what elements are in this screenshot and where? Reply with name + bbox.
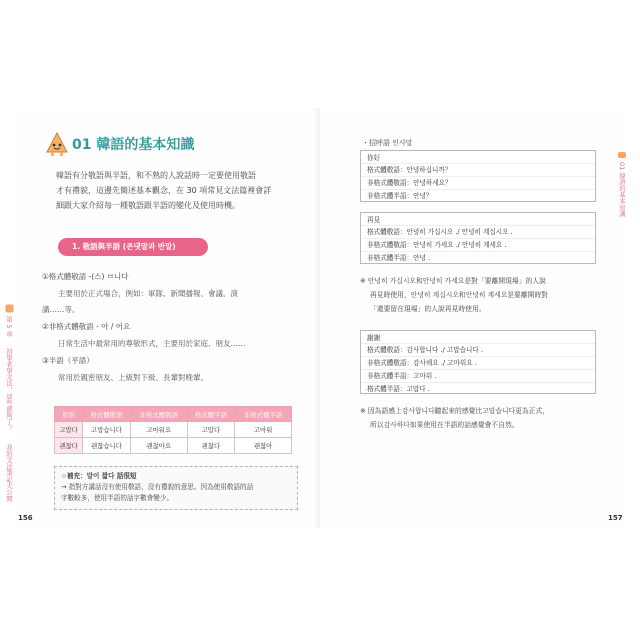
table-header-row	[55, 407, 292, 422]
table-row	[55, 422, 292, 438]
intro-line: 細跟大家介紹每一種敬語跟半語的變化及使用時機。	[56, 201, 240, 210]
table-header: 格式體敬語	[83, 407, 131, 422]
supplement-note-box	[54, 466, 298, 510]
note-line: ※ 因為語感上감사합니다聽起來的感覺比고맙습니다更為正式，	[360, 407, 550, 415]
table-cell: 괜찮다	[55, 438, 83, 454]
example-line: 非格式體敬語：안녕하세요？	[361, 176, 595, 189]
note-line: ※ 안녕히 가십시오和안녕히 가세요是對「要離開現場」的人說	[360, 277, 546, 285]
note-line: 再見時使用，안녕히 계십시오和안녕히 계세요是要離開時對	[370, 291, 549, 299]
page-number: 156	[18, 514, 33, 522]
table-cell: 고마워	[235, 422, 292, 438]
table-cell: 괜찮습니다	[83, 438, 131, 454]
chapter-subtitle: 初學者學文法，這些就夠了！	[5, 348, 13, 432]
greeting-label: ・招呼語 인사말	[362, 139, 413, 147]
table-cell: 괜찮아요	[130, 438, 187, 454]
table-cell: 고맙습니다	[83, 422, 131, 438]
section-pill: 1. 敬語與半語 (존댓말과 반말)	[58, 238, 208, 256]
conjugation-table	[54, 406, 292, 454]
item-informal-polite: ②非格式體敬語 - 아 / 어요	[42, 322, 131, 331]
example-line: 非格式體半語：안녕 .	[361, 251, 595, 264]
chapter-number: 第 5 章	[5, 316, 13, 337]
table-cell: 괜찮아	[235, 438, 292, 454]
example-box-header: 你好	[367, 154, 381, 162]
chapter-badge-icon	[5, 304, 14, 313]
table-cell: 고맙다	[187, 422, 235, 438]
example-box-header: 謝謝	[367, 334, 381, 342]
supplement-note-line: → 指對方講話沒有使用敬語，沒有禮貌的意思。因為使用敬語的話	[61, 483, 254, 491]
chapter-heading	[46, 132, 266, 156]
item-formal-polite: ①格式體敬語 -(스) ㅂ니다	[42, 272, 129, 281]
example-box-hello	[360, 150, 596, 202]
item-description: 日常生活中最常用的尊敬形式，主要用於家庭、朋友……	[58, 339, 246, 348]
item-description: 常用於親密朋友、上級對下級、長輩對晚輩。	[58, 373, 208, 382]
example-line: 非格式體敬語：안녕히 가세요 ./ 안녕히 계세요 .	[361, 238, 595, 251]
example-line: 非格式體敬語：감사해요 ./ 고마워요 .	[361, 356, 595, 369]
example-line: 非格式體半語：안녕？	[361, 189, 595, 202]
table-cell: 고마워요	[130, 422, 187, 438]
table-header: 非格式體半語	[235, 407, 292, 422]
usage-note-goodbye	[360, 274, 600, 316]
example-box-thanks	[360, 330, 596, 394]
item-casual: ③半語（平語）	[42, 356, 94, 365]
note-line: 所以감사하다如果使用在半語的話感覺會不自然。	[370, 421, 519, 429]
example-line: 格式體敬語：감사합니다 ./ 고맙습니다 .	[361, 343, 595, 356]
item-description: 主要用於正式場合，例如：軍隊、新聞播報、會議、演	[58, 289, 238, 298]
table-cell: 괜찮다	[187, 438, 235, 454]
example-line: 格式體半語：고맙다 .	[361, 382, 595, 395]
chapter-title: 01 韓語的基本知識	[72, 137, 195, 153]
example-line: 格式體敬語：안녕하십니까？	[361, 163, 595, 176]
chapter-side-tab	[616, 152, 630, 222]
bookmark-icon	[618, 152, 626, 158]
table-header: 非格式體敬語	[130, 407, 187, 422]
table-header: 原形	[55, 407, 83, 422]
intro-line: 韓語有分敬語與半語，和不熟的人說話時一定要使用敬語	[56, 171, 256, 180]
right-page	[320, 108, 626, 528]
item-description: 講……等。	[42, 305, 80, 314]
example-line: 非格式體半語：고마워 .	[361, 369, 595, 382]
table-header: 格式體半語	[187, 407, 235, 422]
usage-note-thanks	[360, 404, 600, 432]
left-page	[5, 108, 318, 528]
table-row	[55, 438, 292, 454]
intro-paragraph	[56, 168, 304, 213]
example-box-header: 再見	[367, 216, 381, 224]
supplement-note-title: ☆補充：말이 짧다 話很短	[61, 472, 137, 480]
page-number: 157	[608, 514, 623, 522]
side-tab-title: 01 韓語的基本知識	[618, 162, 626, 217]
table-cell: 고맙다	[55, 422, 83, 438]
example-line: 格式體敬語：안녕히 가십시오 ./ 안녕히 계십시오 .	[361, 225, 595, 238]
chapter-side-tab	[4, 304, 14, 502]
example-box-goodbye	[360, 212, 596, 264]
supplement-note-line: 字數較多，使用半語的話字數會變少。	[61, 494, 174, 502]
note-line: 「還要留在現場」的人說再見時使用。	[370, 305, 486, 313]
chapter-subtitle: 我的文法筆記大公開	[5, 444, 13, 502]
intro-line: 才有禮貌，這邊先簡述基本觀念，在 30 項常見文法篇裡會詳	[56, 186, 272, 195]
cartoon-mascot-icon	[46, 132, 68, 156]
